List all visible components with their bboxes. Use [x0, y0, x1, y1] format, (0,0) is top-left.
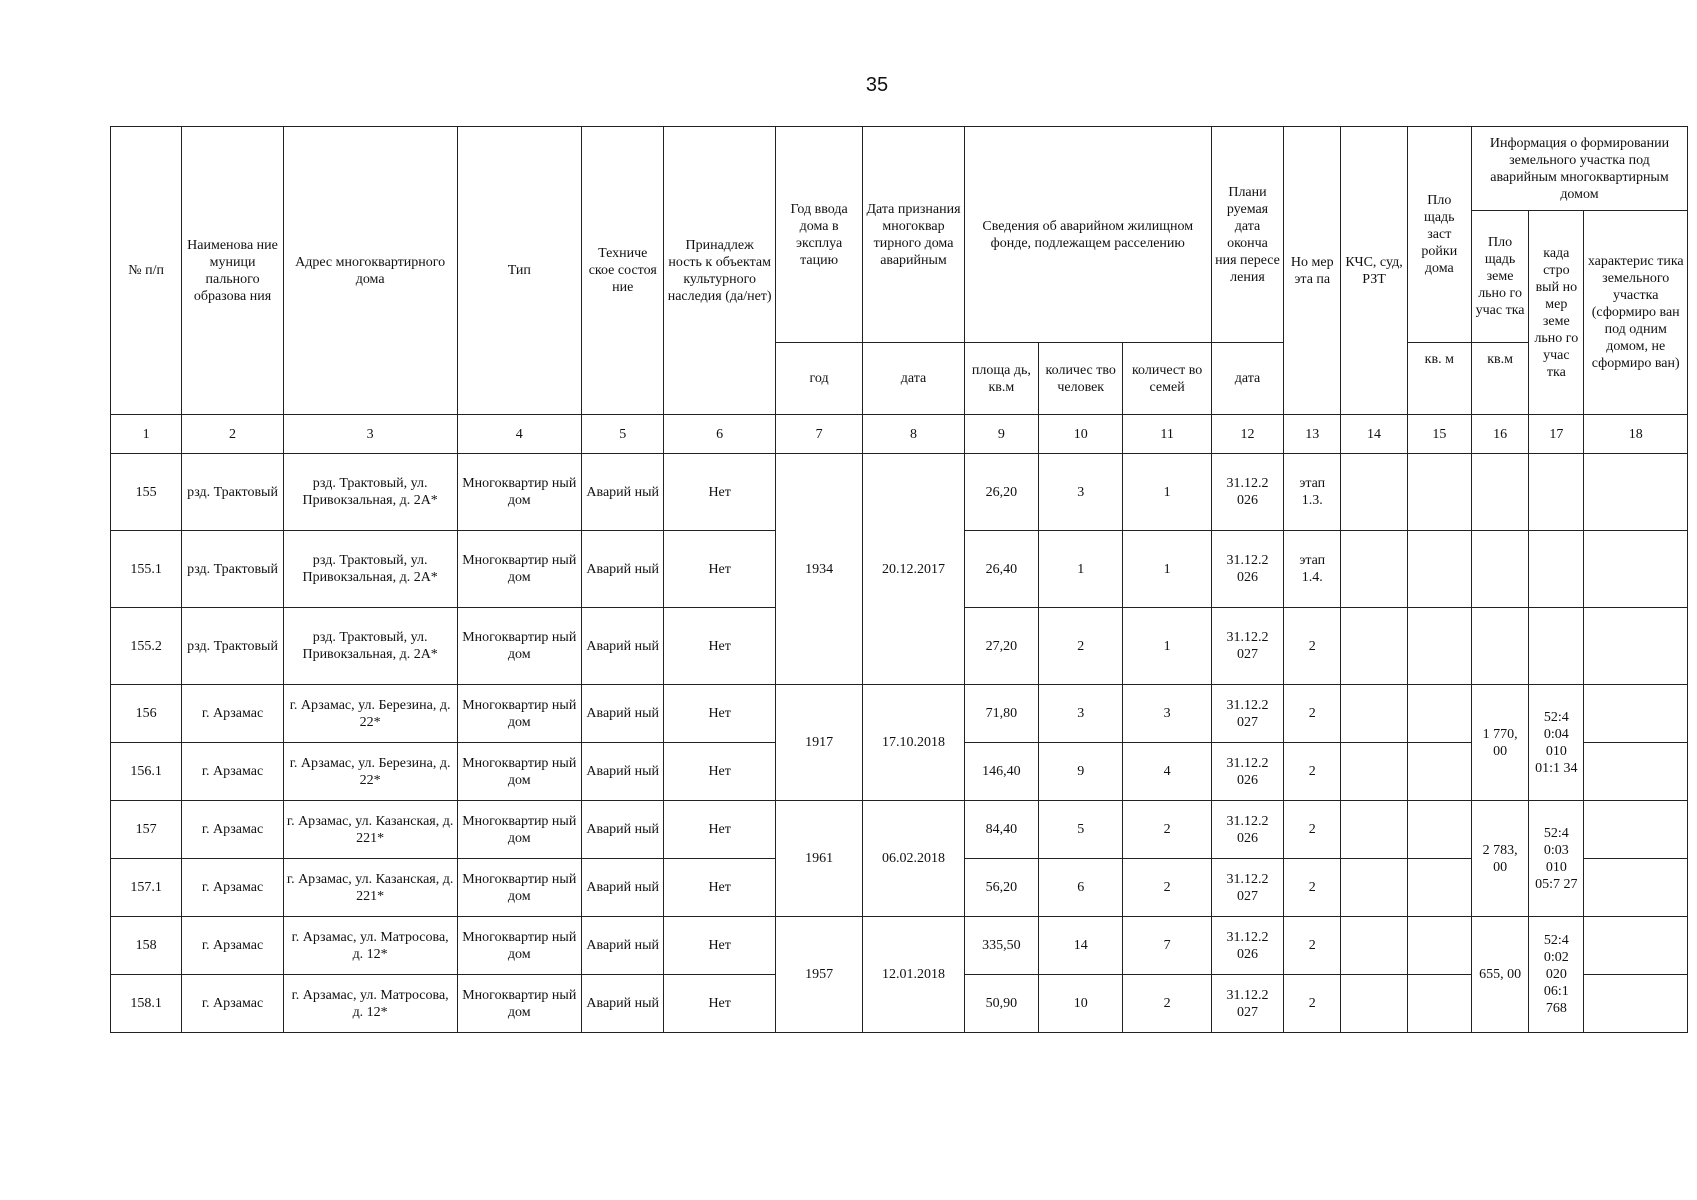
column-index: 1 [111, 415, 182, 454]
subheader-year: год [775, 343, 862, 415]
families-count: 3 [1123, 685, 1211, 743]
header-land-plot-info: Информация о формировании земельного участка под аварийным многоквартирным домом [1471, 127, 1687, 211]
kchs-cell [1341, 917, 1407, 975]
page-number: 35 [865, 74, 889, 96]
plot-characteristic [1584, 531, 1688, 608]
column-index: 2 [182, 415, 283, 454]
plot-characteristic [1584, 454, 1688, 531]
header-plot-characteristic: характерис тика земельного участка (сформиро ван под одним домом, не сформиро ван) [1584, 211, 1688, 415]
people-count: 10 [1039, 975, 1123, 1033]
municipality: г. Арзамас [182, 917, 283, 975]
table-row [111, 454, 1688, 531]
row-number: 156 [111, 685, 182, 743]
emergency-housing-table [110, 126, 1688, 1033]
people-count: 1 [1039, 531, 1123, 608]
planned-date: 31.12.2 026 [1211, 917, 1283, 975]
technical-state: Аварий ный [582, 454, 664, 531]
header-municipality: Наименова ние муници пального образова ния [182, 127, 283, 415]
cadastral-number: 52:4 0:02 020 06:1 768 [1529, 917, 1584, 1033]
cadastral-number: 52:4 0:04 010 01:1 34 [1529, 685, 1584, 801]
subheader-planned-date: дата [1211, 343, 1283, 415]
living-area: 56,20 [964, 859, 1038, 917]
families-count: 2 [1123, 801, 1211, 859]
technical-state: Аварий ный [582, 975, 664, 1033]
subheader-built-area-unit: кв. м [1407, 343, 1471, 415]
kchs-cell [1341, 801, 1407, 859]
technical-state: Аварий ный [582, 531, 664, 608]
plot-area [1471, 608, 1528, 685]
technical-state: Аварий ный [582, 801, 664, 859]
people-count: 3 [1039, 454, 1123, 531]
kchs-cell [1341, 608, 1407, 685]
stage-number: 2 [1284, 743, 1341, 801]
built-area [1407, 917, 1471, 975]
column-index: 6 [664, 415, 775, 454]
header-stage-number: Но мер эта па [1284, 127, 1341, 415]
living-area: 71,80 [964, 685, 1038, 743]
cadastral-number [1529, 531, 1584, 608]
heritage-status: Нет [664, 608, 775, 685]
stage-number: этап 1.3. [1284, 454, 1341, 531]
planned-date: 31.12.2 027 [1211, 975, 1283, 1033]
technical-state: Аварий ный [582, 859, 664, 917]
year-commissioned: 1934 [775, 454, 862, 685]
column-index: 13 [1284, 415, 1341, 454]
header-address: Адрес многоквартирного дома [283, 127, 457, 415]
kchs-cell [1341, 685, 1407, 743]
row-number: 155.1 [111, 531, 182, 608]
address: рзд. Трактовый, ул. Привокзальная, д. 2А* [283, 454, 457, 531]
plot-area: 2 783, 00 [1471, 801, 1528, 917]
families-count: 1 [1123, 531, 1211, 608]
stage-number: 2 [1284, 801, 1341, 859]
people-count: 5 [1039, 801, 1123, 859]
column-index: 7 [775, 415, 862, 454]
column-index: 17 [1529, 415, 1584, 454]
column-index: 11 [1123, 415, 1211, 454]
plot-characteristic [1584, 859, 1688, 917]
planned-date: 31.12.2 027 [1211, 685, 1283, 743]
municipality: рзд. Трактовый [182, 531, 283, 608]
plot-characteristic [1584, 685, 1688, 743]
building-type: Многоквартир ный дом [457, 608, 582, 685]
heritage-status: Нет [664, 531, 775, 608]
stage-number: 2 [1284, 917, 1341, 975]
row-number: 155.2 [111, 608, 182, 685]
heritage-status: Нет [664, 454, 775, 531]
living-area: 27,20 [964, 608, 1038, 685]
living-area: 84,40 [964, 801, 1038, 859]
header-built-area: Пло щадь заст ройки дома [1407, 127, 1471, 343]
municipality: г. Арзамас [182, 743, 283, 801]
table-row [111, 917, 1688, 975]
plot-area [1471, 531, 1528, 608]
people-count: 14 [1039, 917, 1123, 975]
built-area [1407, 801, 1471, 859]
families-count: 1 [1123, 454, 1211, 531]
building-type: Многоквартир ный дом [457, 975, 582, 1033]
building-type: Многоквартир ный дом [457, 531, 582, 608]
column-index: 16 [1471, 415, 1528, 454]
table-row [111, 801, 1688, 859]
cadastral-number: 52:4 0:03 010 05:7 27 [1529, 801, 1584, 917]
plot-characteristic [1584, 975, 1688, 1033]
stage-number: 2 [1284, 975, 1341, 1033]
kchs-cell [1341, 531, 1407, 608]
header-year-commissioned: Год ввода дома в эксплуа тацию [775, 127, 862, 343]
built-area [1407, 531, 1471, 608]
stage-number: 2 [1284, 608, 1341, 685]
planned-date: 31.12.2 026 [1211, 531, 1283, 608]
stage-number: 2 [1284, 685, 1341, 743]
year-commissioned: 1917 [775, 685, 862, 801]
address: г. Арзамас, ул. Казанская, д. 221* [283, 859, 457, 917]
emergency-date: 20.12.2017 [863, 454, 964, 685]
plot-characteristic [1584, 801, 1688, 859]
column-index-row [111, 415, 1688, 454]
living-area: 26,40 [964, 531, 1038, 608]
column-index: 10 [1039, 415, 1123, 454]
plot-area: 655, 00 [1471, 917, 1528, 1033]
row-number: 158 [111, 917, 182, 975]
header-planned-date: Плани руемая дата оконча ния пересе ления [1211, 127, 1283, 343]
building-type: Многоквартир ный дом [457, 454, 582, 531]
people-count: 3 [1039, 685, 1123, 743]
families-count: 7 [1123, 917, 1211, 975]
heritage-status: Нет [664, 743, 775, 801]
header-heritage: Принадлеж ность к объектам культурного наследия (да/нет) [664, 127, 775, 415]
column-index: 4 [457, 415, 582, 454]
header-row-number: № п/п [111, 127, 182, 415]
families-count: 4 [1123, 743, 1211, 801]
table-row [111, 685, 1688, 743]
living-area: 335,50 [964, 917, 1038, 975]
kchs-cell [1341, 975, 1407, 1033]
technical-state: Аварий ный [582, 743, 664, 801]
built-area [1407, 975, 1471, 1033]
row-number: 157 [111, 801, 182, 859]
year-commissioned: 1961 [775, 801, 862, 917]
address: г. Арзамас, ул. Березина, д. 22* [283, 685, 457, 743]
planned-date: 31.12.2 026 [1211, 801, 1283, 859]
building-type: Многоквартир ный дом [457, 685, 582, 743]
building-type: Многоквартир ный дом [457, 917, 582, 975]
kchs-cell [1341, 859, 1407, 917]
year-commissioned: 1957 [775, 917, 862, 1033]
families-count: 1 [1123, 608, 1211, 685]
people-count: 9 [1039, 743, 1123, 801]
kchs-cell [1341, 743, 1407, 801]
planned-date: 31.12.2 026 [1211, 454, 1283, 531]
header-emergency-date: Дата признания многоквар тирного дома аварийным [863, 127, 964, 343]
row-number: 156.1 [111, 743, 182, 801]
built-area [1407, 859, 1471, 917]
subheader-area: площа дь, кв.м [964, 343, 1038, 415]
address: г. Арзамас, ул. Березина, д. 22* [283, 743, 457, 801]
families-count: 2 [1123, 859, 1211, 917]
built-area [1407, 454, 1471, 531]
subheader-plot-area-unit: кв.м [1471, 343, 1528, 415]
heritage-status: Нет [664, 859, 775, 917]
technical-state: Аварий ный [582, 685, 664, 743]
header-plot-area: Пло щадь земе льно го учас тка [1471, 211, 1528, 343]
building-type: Многоквартир ный дом [457, 743, 582, 801]
address: рзд. Трактовый, ул. Привокзальная, д. 2А* [283, 608, 457, 685]
municipality: г. Арзамас [182, 801, 283, 859]
address: г. Арзамас, ул. Матросова, д. 12* [283, 975, 457, 1033]
stage-number: этап 1.4. [1284, 531, 1341, 608]
column-index: 9 [964, 415, 1038, 454]
built-area [1407, 743, 1471, 801]
column-index: 3 [283, 415, 457, 454]
planned-date: 31.12.2 027 [1211, 608, 1283, 685]
column-index: 18 [1584, 415, 1688, 454]
building-type: Многоквартир ный дом [457, 801, 582, 859]
heritage-status: Нет [664, 685, 775, 743]
address: рзд. Трактовый, ул. Привокзальная, д. 2А* [283, 531, 457, 608]
column-index: 15 [1407, 415, 1471, 454]
planned-date: 31.12.2 026 [1211, 743, 1283, 801]
subheader-families: количест во семей [1123, 343, 1211, 415]
subheader-people: количес тво человек [1039, 343, 1123, 415]
built-area [1407, 685, 1471, 743]
living-area: 26,20 [964, 454, 1038, 531]
living-area: 146,40 [964, 743, 1038, 801]
emergency-date: 06.02.2018 [863, 801, 964, 917]
column-index: 8 [863, 415, 964, 454]
people-count: 2 [1039, 608, 1123, 685]
emergency-date: 17.10.2018 [863, 685, 964, 801]
plot-area [1471, 454, 1528, 531]
heritage-status: Нет [664, 917, 775, 975]
cadastral-number [1529, 608, 1584, 685]
emergency-date: 12.01.2018 [863, 917, 964, 1033]
plot-characteristic [1584, 608, 1688, 685]
row-number: 155 [111, 454, 182, 531]
cadastral-number [1529, 454, 1584, 531]
municipality: г. Арзамас [182, 859, 283, 917]
header-emergency-fund: Сведения об аварийном жилищном фонде, подлежащем расселению [964, 127, 1211, 343]
column-index: 14 [1341, 415, 1407, 454]
municipality: рзд. Трактовый [182, 454, 283, 531]
heritage-status: Нет [664, 975, 775, 1033]
row-number: 157.1 [111, 859, 182, 917]
kchs-cell [1341, 454, 1407, 531]
technical-state: Аварий ный [582, 608, 664, 685]
address: г. Арзамас, ул. Матросова, д. 12* [283, 917, 457, 975]
address: г. Арзамас, ул. Казанская, д. 221* [283, 801, 457, 859]
plot-area: 1 770, 00 [1471, 685, 1528, 801]
municipality: г. Арзамас [182, 685, 283, 743]
people-count: 6 [1039, 859, 1123, 917]
municipality: г. Арзамас [182, 975, 283, 1033]
stage-number: 2 [1284, 859, 1341, 917]
building-type: Многоквартир ный дом [457, 859, 582, 917]
planned-date: 31.12.2 027 [1211, 859, 1283, 917]
header-kchs: КЧС, суд, РЗТ [1341, 127, 1407, 415]
row-number: 158.1 [111, 975, 182, 1033]
subheader-date: дата [863, 343, 964, 415]
header-cadastral-number: када стро вый но мер земе льно го учас тка [1529, 211, 1584, 415]
column-index: 12 [1211, 415, 1283, 454]
header-technical-state: Техниче ское состоя ние [582, 127, 664, 415]
header-type: Тип [457, 127, 582, 415]
municipality: рзд. Трактовый [182, 608, 283, 685]
column-index: 5 [582, 415, 664, 454]
heritage-status: Нет [664, 801, 775, 859]
plot-characteristic [1584, 917, 1688, 975]
built-area [1407, 608, 1471, 685]
technical-state: Аварий ный [582, 917, 664, 975]
plot-characteristic [1584, 743, 1688, 801]
families-count: 2 [1123, 975, 1211, 1033]
living-area: 50,90 [964, 975, 1038, 1033]
